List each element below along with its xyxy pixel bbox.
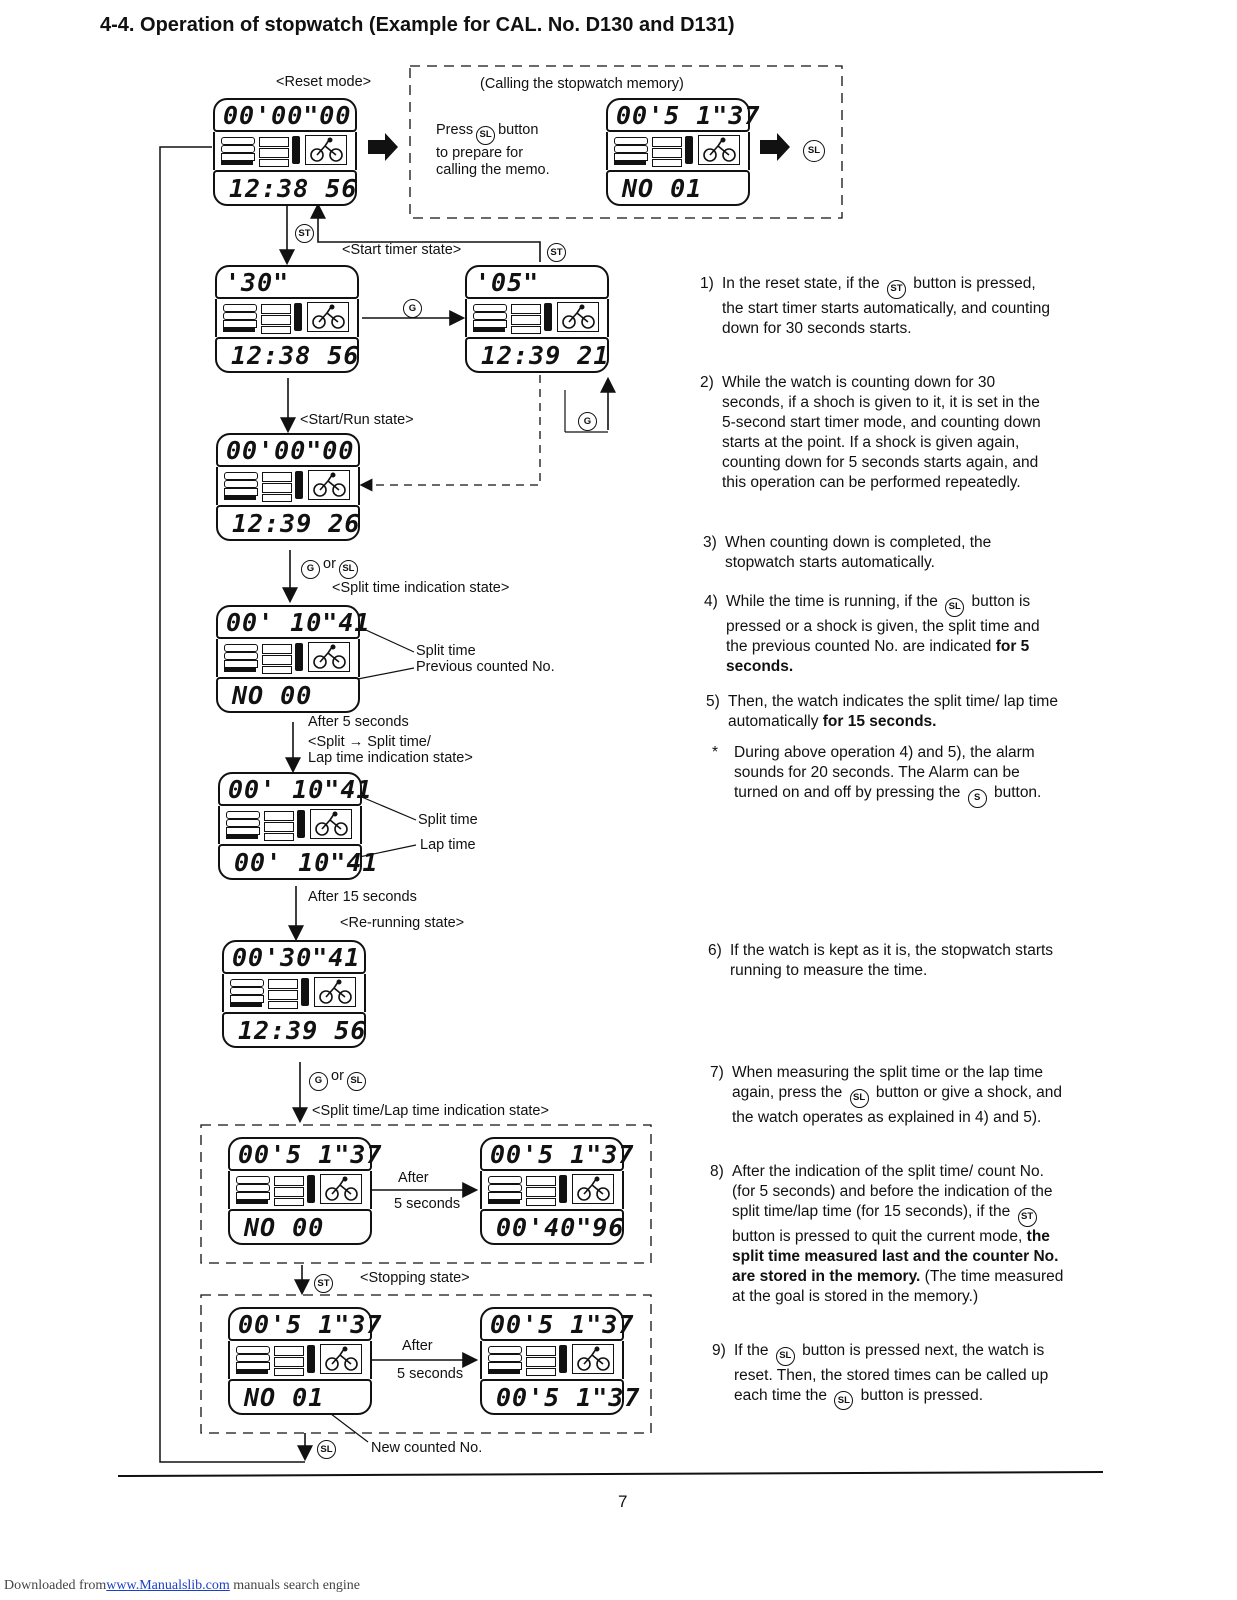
watch-mode-panel [228, 1171, 372, 1209]
watch-display-stop_b [480, 1307, 641, 1415]
new-counted-no-label: New counted No. [371, 1440, 483, 1456]
sl-button-icon: SL [476, 126, 495, 145]
watch-bottom-readout: 12:39 56 [238, 1016, 367, 1045]
watch-mode-panel [480, 1341, 624, 1379]
watch-bottom-panel [216, 677, 360, 713]
watch-top-panel [606, 98, 761, 132]
sl-button-icon: SL [803, 140, 825, 162]
watch-mode-panel [218, 806, 362, 844]
watch-bottom-panel [218, 844, 379, 880]
cyclist-icon [557, 302, 599, 332]
watch-bottom-panel [215, 337, 359, 373]
watch-bottom-panel [222, 1012, 366, 1048]
watch-bottom-panel [606, 170, 750, 206]
watch-bottom-panel [480, 1209, 624, 1245]
sl-button-icon: SL [945, 598, 964, 617]
sl-button-icon: SL [776, 1347, 795, 1366]
page-title: 4-4. Operation of stopwatch (Example for CAL. No. D130 and D131) [100, 14, 735, 36]
watch-mode-panel [215, 299, 359, 337]
footer: Downloaded fromwww.Manualslib.com manuals search engine [4, 1578, 361, 1593]
cyclist-icon [572, 1174, 614, 1204]
watch-display-run [216, 433, 360, 541]
watch-bottom-readout: 00'5 1"37 [496, 1383, 641, 1412]
watch-top-panel [215, 265, 359, 299]
g-or-sl-label: G or SL [306, 1068, 369, 1091]
watch-display-rerun [222, 940, 366, 1048]
cyclist-icon [698, 135, 740, 165]
cyclist-icon [320, 1344, 362, 1374]
watch-top-readout: 00'5 1"37 [616, 101, 761, 130]
watch-bottom-readout: NO 00 [232, 681, 313, 710]
watch-display-sl_a [228, 1137, 383, 1245]
cyclist-icon [320, 1174, 362, 1204]
watch-display-timer30 [215, 265, 359, 373]
stopping-state-label: <Stopping state> [360, 1270, 470, 1286]
watch-top-readout: '30" [225, 268, 290, 297]
split-time-label: Split time [418, 812, 478, 828]
watch-top-panel [465, 265, 609, 299]
watch-bottom-readout: 12:39 21 [481, 341, 610, 370]
watch-bottom-panel [465, 337, 609, 373]
watch-mode-panel [216, 467, 360, 505]
watch-bottom-readout: 12:38 56 [231, 341, 360, 370]
reset-mode-label: <Reset mode> [276, 74, 372, 90]
watch-bottom-readout: 00' 10"41 [234, 848, 379, 877]
cyclist-icon [308, 470, 350, 500]
watch-top-panel [222, 940, 366, 974]
sl-button-icon: SL [850, 1089, 869, 1108]
watch-bottom-readout: NO 00 [244, 1213, 325, 1242]
watch-bottom-panel [213, 170, 357, 206]
watch-top-readout: 00'00"00 [223, 101, 352, 130]
g-or-sl-label: G or SL [298, 556, 361, 579]
split-to-lap-label-2: Lap time indication state> [308, 750, 473, 766]
watch-display-reset [213, 98, 357, 206]
split-to-lap-label-1: <Split → Split time/ [308, 734, 431, 750]
watch-top-readout: 00' 10"41 [228, 775, 373, 804]
sl-button-icon: SL [339, 560, 358, 579]
watch-display-timer05 [465, 265, 609, 373]
watch-top-readout: 00'5 1"37 [238, 1140, 383, 1169]
cyclist-icon [572, 1344, 614, 1374]
five-seconds-label: 5 seconds [394, 1196, 461, 1212]
watch-top-panel [228, 1307, 383, 1341]
after-5-seconds-label: After 5 seconds [308, 714, 409, 730]
page-number: 7 [618, 1492, 628, 1511]
watch-display-stop_a [228, 1307, 383, 1415]
watch-top-panel [228, 1137, 383, 1171]
watch-display-sl_b [480, 1137, 635, 1245]
split-lap-state-label: <Split time/Lap time indication state> [312, 1103, 549, 1119]
watch-mode-panel [222, 974, 366, 1012]
watch-top-panel [218, 772, 373, 806]
sl-button-icon: SL [834, 1391, 853, 1410]
st-button-icon: ST [887, 280, 906, 299]
after-label: After [402, 1338, 433, 1354]
watch-mode-panel [606, 132, 750, 170]
watch-top-panel [216, 433, 360, 467]
re-running-state-label: <Re-running state> [340, 915, 465, 931]
g-button-icon: G [578, 412, 597, 431]
cyclist-icon [308, 642, 350, 672]
watch-top-readout: 00'00"00 [226, 436, 355, 465]
press-sl-note: Press SL button to prepare for calling the memo. [436, 122, 550, 178]
watch-mode-panel [216, 639, 360, 677]
five-seconds-label: 5 seconds [397, 1366, 464, 1382]
cyclist-icon [314, 977, 356, 1007]
watch-bottom-panel [228, 1209, 372, 1245]
g-button-icon: G [309, 1072, 328, 1091]
watch-top-readout: 00'30"41 [232, 943, 361, 972]
st-button-icon: ST [295, 224, 314, 243]
watch-top-panel [213, 98, 357, 132]
previous-counted-no-label: Previous counted No. [416, 659, 555, 675]
watch-bottom-panel [480, 1379, 641, 1415]
watch-top-readout: 00'5 1"37 [490, 1140, 635, 1169]
watch-bottom-readout: NO 01 [622, 174, 703, 203]
after-15-seconds-label: After 15 seconds [308, 889, 417, 905]
watch-bottom-readout: 12:39 26 [232, 509, 361, 538]
sl-button-icon: SL [317, 1440, 336, 1459]
watch-top-readout: 00'5 1"37 [490, 1310, 635, 1339]
watch-top-panel [480, 1137, 635, 1171]
watch-display-split [216, 605, 371, 713]
watch-mode-panel [228, 1341, 372, 1379]
watch-bottom-readout: 00'40"96 [496, 1213, 625, 1242]
start-run-state-label: <Start/Run state> [300, 412, 414, 428]
lap-time-label: Lap time [420, 837, 476, 853]
split-indication-state-label: <Split time indication state> [332, 580, 510, 596]
cyclist-icon [305, 135, 347, 165]
calling-memory-label: (Calling the stopwatch memory) [480, 76, 684, 92]
manualslib-link[interactable]: www.Manualslib.com [106, 1578, 230, 1593]
sl-button-icon: SL [347, 1072, 366, 1091]
watch-display-memory [606, 98, 761, 206]
watch-bottom-readout: NO 01 [244, 1383, 325, 1412]
watch-bottom-readout: 12:38 56 [229, 174, 358, 203]
watch-mode-panel [465, 299, 609, 337]
watch-mode-panel [213, 132, 357, 170]
watch-mode-panel [480, 1171, 624, 1209]
watch-top-readout: 00'5 1"37 [238, 1310, 383, 1339]
g-button-icon: G [301, 560, 320, 579]
watch-top-panel [480, 1307, 635, 1341]
split-time-label: Split time [416, 643, 476, 659]
st-button-icon: ST [1018, 1208, 1037, 1227]
g-button-icon: G [403, 299, 422, 318]
watch-top-readout: 00' 10"41 [226, 608, 371, 637]
cyclist-icon [307, 302, 349, 332]
watch-top-panel [216, 605, 371, 639]
watch-display-splitlap [218, 772, 379, 880]
st-button-icon: ST [314, 1274, 333, 1293]
watch-bottom-panel [216, 505, 360, 541]
after-label: After [398, 1170, 429, 1186]
watch-top-readout: '05" [475, 268, 540, 297]
cyclist-icon [310, 809, 352, 839]
s-button-icon: S [968, 789, 987, 808]
watch-bottom-panel [228, 1379, 372, 1415]
st-button-icon: ST [547, 243, 566, 262]
start-timer-state-label: <Start timer state> [342, 242, 462, 258]
